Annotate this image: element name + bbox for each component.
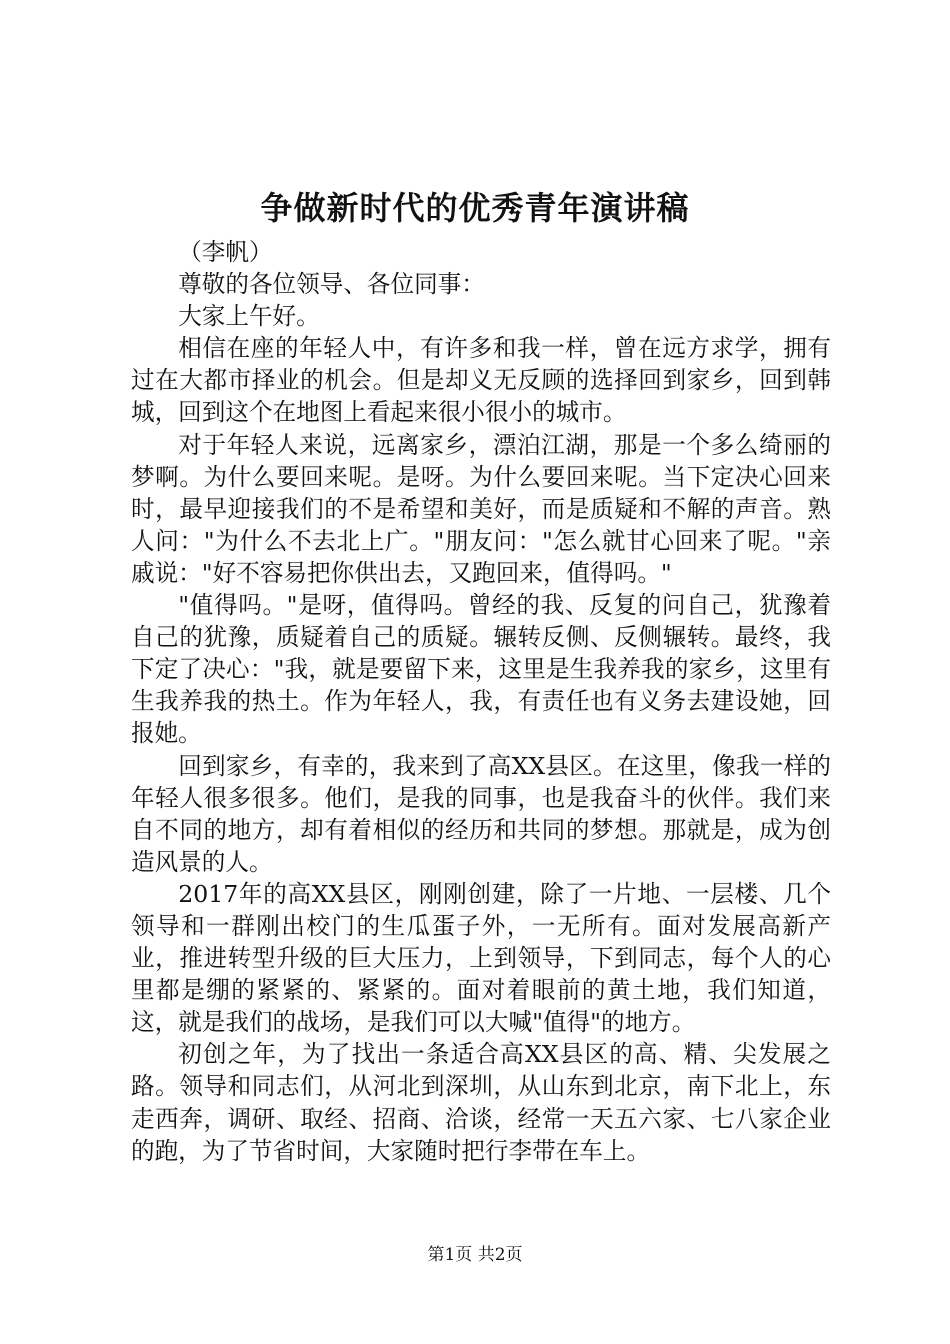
paragraph: 相信在座的年轻人中，有许多和我一样，曾在远方求学，拥有过在大都市择业的机会。但是却义无反顾的选择回到家乡，回到韩城，回到这个在地图上看起来很小很小的城市。	[131, 334, 831, 427]
paragraph: 大家上午好。	[178, 302, 320, 331]
paragraph: 初创之年，为了找出一条适合高XX县区的高、精、尖发展之路。领导和同志们，从河北到深圳，从山东到北京，南下北上，东走西奔，调研、取经、招商、洽谈，经常一天五六家、七八家企业的跑，为了节省时间，大家随时把行李带在车上。	[131, 1040, 831, 1165]
paragraph: "值得吗。"是呀，值得吗。曾经的我、反复的问自己，犹豫着自己的犹豫，质疑着自己的质疑。辗转反侧、反侧辗转。最终，我下定了决心："我，就是要留下来，这里是生我养我的家乡，这里有生我养我的热土。作为年轻人，我，有责任也有义务去建设她，回报她。	[131, 591, 831, 748]
paragraph: 2017年的高XX县区，刚刚创建，除了一片地、一层楼、几个领导和一群刚出校门的生瓜蛋子外，一无所有。面对发展高新产业，推进转型升级的巨大压力，上到领导，下到同志，每个人的心里都是绷的紧紧的、紧紧的。面对着眼前的黄土地，我们知道，这，就是我们的战场，是我们可以大喊"值得"的地方。	[131, 879, 831, 1037]
paragraph: 回到家乡，有幸的，我来到了高XX县区。在这里，像我一样的年轻人很多很多。他们，是我的同事，也是我奋斗的伙伴。我们来自不同的地方，却有着相似的经历和共同的梦想。那就是，成为创造风景的人。	[131, 751, 831, 876]
page-number: 第1页 共2页	[427, 1245, 523, 1265]
document-body	[131, 236, 831, 1167]
paragraph: 对于年轻人来说，远离家乡，漂泊江湖，那是一个多么绮丽的梦啊。为什么要回来呢。是呀。为什么要回来呢。当下定决心回来时，最早迎接我们的不是希望和美好，而是质疑和不解的声音。熟人问："为什么不去北上广。"朋友问："怎么就甘心回来了呢。"亲戚说："好不容易把你供出去，又跑回来，值得吗。"	[131, 430, 832, 587]
page-title: 争做新时代的优秀青年演讲稿	[260, 189, 690, 227]
author-line: （李帆）	[178, 238, 273, 266]
paragraph: 尊敬的各位领导、各位同事：	[178, 270, 485, 299]
